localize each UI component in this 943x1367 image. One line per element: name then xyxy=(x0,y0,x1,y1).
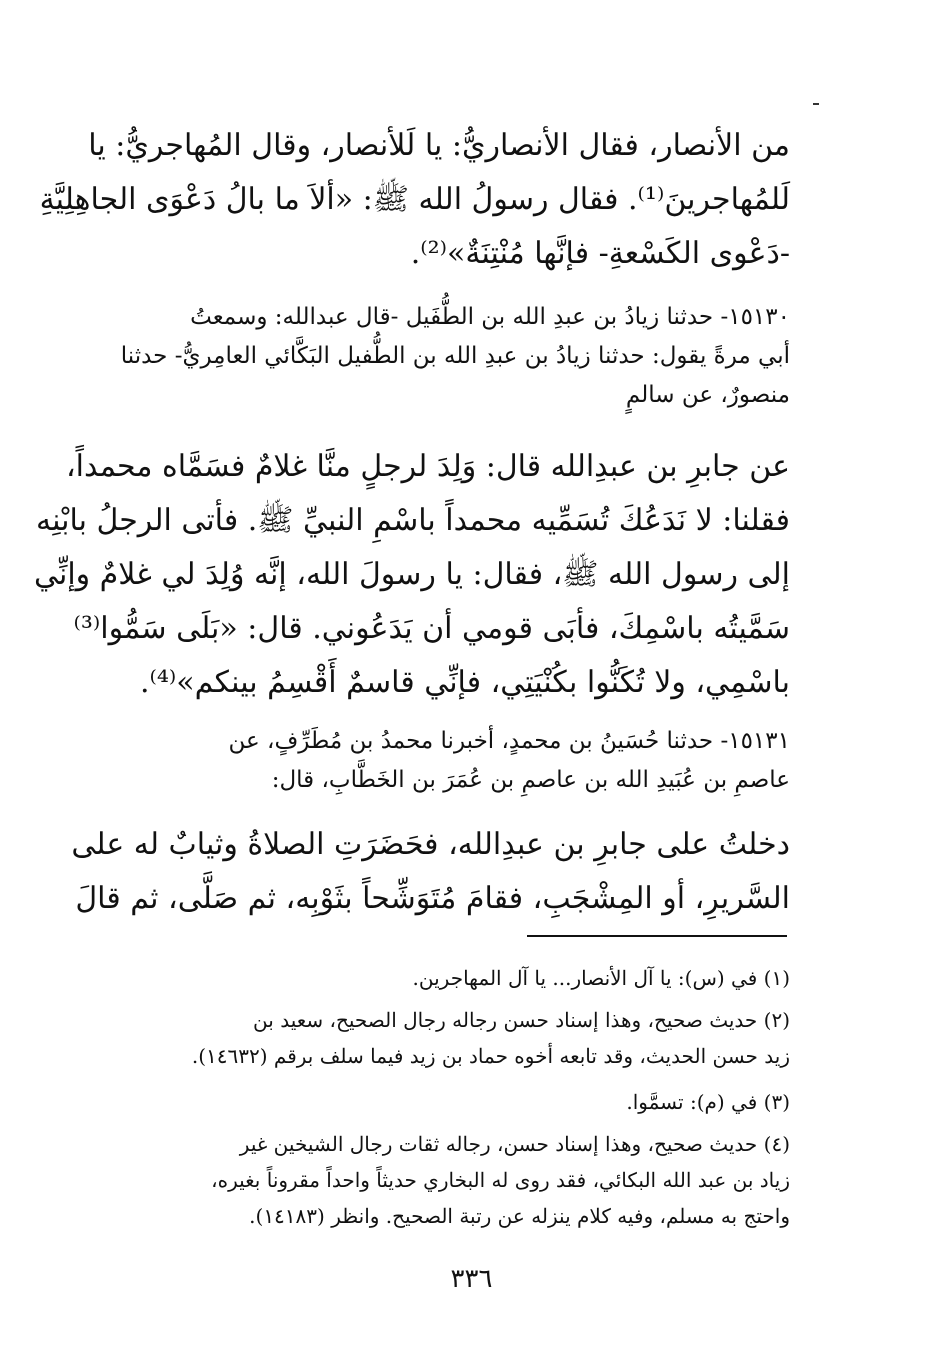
chain-line: منصورٌ، عن سالمٍ xyxy=(625,382,790,408)
scan-mark xyxy=(813,103,819,105)
hadith-15130-chain xyxy=(82,298,790,415)
passage-line: عن جابرِ بن عبدِالله قال: وَلِدَ لرجلٍ منَّا غلامٌ فسَمَّاه محمداً، xyxy=(65,449,790,484)
hadith-15131-chain xyxy=(82,722,790,800)
footnote-1 xyxy=(82,960,790,996)
chain-line: عاصمِ بن عُبَيدِ الله بن عاصمِ بن عُمَرَ بن الخَطَّابِ، قال: xyxy=(271,767,790,793)
footnote-line: (٣) في (م): تسمَّوا. xyxy=(626,1090,790,1114)
footnote-separator xyxy=(527,935,787,937)
footnote-line: (٢) حديث صحيح، وهذا إسناد حسن رجاله رجال الصحيح، سعيد بن xyxy=(253,1008,790,1032)
footnote-line: واحتج به مسلم، وفيه كلام ينزله عن رتبة الصحيح. وانظر (١٤١٨٣). xyxy=(249,1204,790,1228)
footnote-line: (١) في (س): يا آل الأنصار... يا آل المهاجرين. xyxy=(412,966,790,990)
footnote-line: (٤) حديث صحيح، وهذا إسناد حسن، رجاله ثقات رجال الشيخين غير xyxy=(239,1132,790,1156)
chain-line: ١٥١٣١- حدثنا حُسَينُ بن محمدٍ، أخبرنا محمدُ بن مُطَرِّفٍ، عن xyxy=(228,728,790,754)
passage-3 xyxy=(71,818,790,926)
footnote-3 xyxy=(82,1084,790,1120)
footnote-line: زياد بن عبد الله البكائي، فقد روى له البخاري حديثاً واحداً مقروناً بغيره، xyxy=(211,1168,790,1192)
footnote-2 xyxy=(82,1002,790,1074)
passage-line: من الأنصار، فقال الأنصاريُّ: يا لَلأنصار، وقال المُهاجريُّ: يا xyxy=(88,128,790,163)
passage-line: -دَعْوى الكَسْعةِ- فإنَّها مُنْتِنَةٌ»⁽²⁾. xyxy=(410,236,790,271)
passage-line: دخلتُ على جابرِ بن عبدِالله، فحَضَرَتِ الصلاةُ وثيابٌ له على xyxy=(71,827,790,862)
chain-line: أبي مرةً يقول: حدثنا زيادُ بن عبدِ الله بن الطُّفيل البَكَّائي العامِريُّ- حدثنا xyxy=(120,343,790,369)
chain-line: ١٥١٣٠- حدثنا زيادُ بن عبدِ الله بن الطُّفَيل -قال عبدالله: وسمعتُ xyxy=(190,304,790,330)
footnote-line: زيد حسن الحديث، وقد تابعه أخوه حماد بن زيد فيما سلف برقم (١٤٦٣٢). xyxy=(191,1044,790,1068)
passage-line: سَمَّيتُه باسْمِكَ، فأبَى قومي أن يَدَعُوني. قال: «بَلَى سَمُّوا⁽³⁾ xyxy=(73,611,790,646)
passage-2 xyxy=(33,440,790,710)
passage-line: فقلنا: لا نَدَعُكَ تُسَمِّيه محمداً باسْمِ النبيِّ ﷺ. فأتى الرجلُ بابْنِه xyxy=(35,503,790,538)
passage-line: باسْمِي، ولا تُكَنُّوا بكُنْيَتِي، فإنِّي قاسمٌ أَقْسِمُ بينكم»⁽⁴⁾. xyxy=(139,665,790,700)
passage-1 xyxy=(39,119,790,281)
passage-line: إلى رسول الله ﷺ، فقال: يا رسولَ الله، إنَّه وُلِدَ لي غلامٌ وإنِّي xyxy=(33,557,790,592)
passage-line: لَلمُهاجرينَ⁽¹⁾. فقال رسولُ الله ﷺ: «ألاَ ما بالُ دَعْوَى الجاهِلِيَّةِ xyxy=(39,182,790,217)
passage-line: السَّريرِ، أو المِشْجَبِ، فقامَ مُتَوَشِّحاً بثَوْبِه، ثم صَلَّى، ثم قالَ xyxy=(75,881,790,916)
footnote-4 xyxy=(82,1126,790,1234)
page-number: ٣٣٦ xyxy=(450,1264,493,1294)
